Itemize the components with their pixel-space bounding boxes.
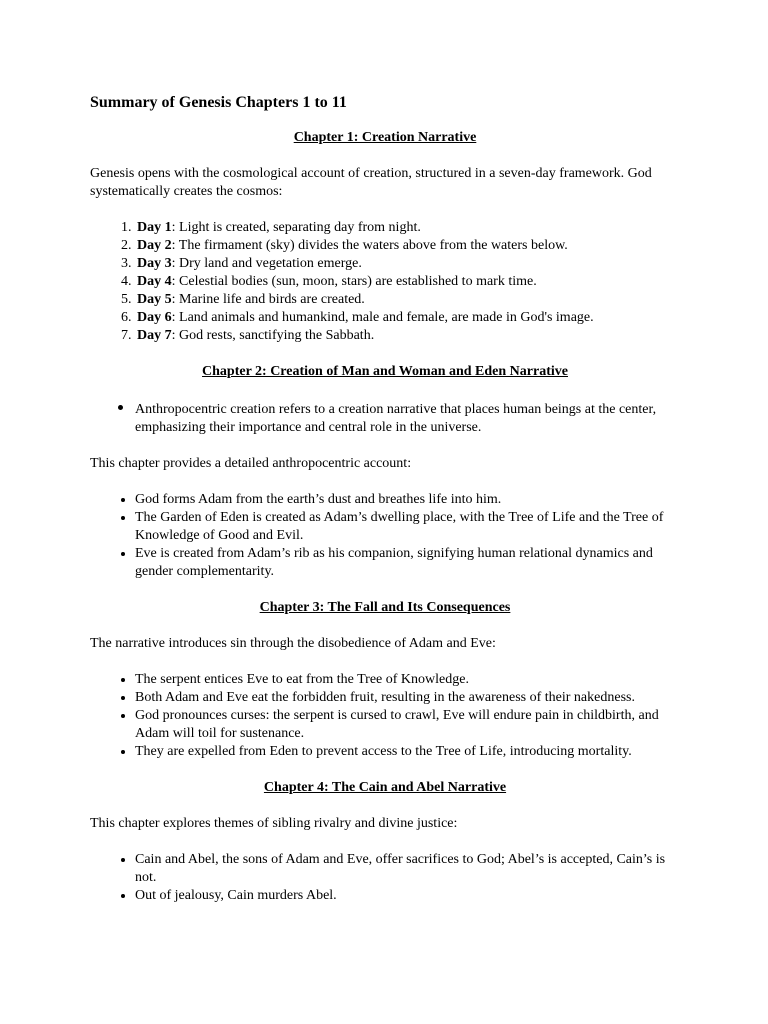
- day-text: : Light is created, separating day from night.: [171, 220, 421, 235]
- day-list-item: [135, 255, 680, 273]
- list-item: • Out of jealousy, Cain murders Abel.: [135, 887, 680, 905]
- day-label: Day 7: [137, 328, 172, 343]
- day-text: : Dry land and vegetation emerge.: [171, 256, 362, 271]
- day-text: : God rests, sanctifying the Sabbath.: [171, 328, 375, 343]
- chapter-1-heading: Chapter 1: Creation Narrative: [293, 130, 477, 145]
- chapter-2-definition-list: [90, 399, 680, 437]
- chapter-1-intro: Genesis opens with the cosmological account of creation, structured in a seven-day framework. God systematically creates the cosmos:: [90, 166, 652, 199]
- day-text: : Land animals and humankind, male and female, are made in God's image.: [171, 310, 594, 325]
- list-item: • Cain and Abel, the sons of Adam and Eve, offer sacrifices to God; Abel’s is accepted, Cain’s is not.: [135, 851, 680, 887]
- day-text: : The firmament (sky) divides the waters above from the waters below.: [171, 238, 568, 253]
- list-item: • The Garden of Eden is created as Adam’s dwelling place, with the Tree of Life and the Tree of Knowledge of Good and Evil.: [135, 509, 680, 545]
- list-item: • Both Adam and Eve eat the forbidden fruit, resulting in the awareness of their nakedness.: [135, 689, 680, 707]
- chapter-2-bullet-list: [90, 491, 680, 581]
- chapter-2-intro: This chapter provides a detailed anthropocentric account:: [90, 456, 412, 471]
- chapter-3-bullet-list: [90, 671, 680, 761]
- chapter-4-bullet-list: [90, 851, 680, 905]
- list-item: • They are expelled from Eden to prevent access to the Tree of Life, introducing mortality.: [135, 743, 680, 761]
- day-list-item: [135, 273, 680, 291]
- document-page: [90, 92, 680, 923]
- chapter-3-heading: Chapter 3: The Fall and Its Consequences: [259, 600, 511, 615]
- day-label: Day 1: [137, 220, 172, 235]
- chapter-4-heading: Chapter 4: The Cain and Abel Narrative: [263, 780, 507, 795]
- definition-list-item: • Anthropocentric creation refers to a creation narrative that places human beings at the center, emphasizing their importance and central role in the universe.: [135, 399, 680, 437]
- list-item: • God pronounces curses: the serpent is cursed to crawl, Eve will endure pain in childbirth, and Adam will toil for sustenance.: [135, 707, 680, 743]
- day-text: : Celestial bodies (sun, moon, stars) are established to mark time.: [171, 274, 537, 289]
- day-label: Day 3: [137, 256, 172, 271]
- day-label: Day 2: [137, 238, 172, 253]
- chapter-3-intro: The narrative introduces sin through the disobedience of Adam and Eve:: [90, 636, 496, 651]
- creation-days-list: [90, 219, 680, 345]
- day-list-item: [135, 309, 680, 327]
- chapter-2-heading: Chapter 2: Creation of Man and Woman and Eden Narrative: [202, 364, 568, 379]
- day-label: Day 4: [137, 274, 172, 289]
- day-list-item: [135, 291, 680, 309]
- chapter-4-intro: This chapter explores themes of sibling rivalry and divine justice:: [90, 816, 458, 831]
- list-item: • Eve is created from Adam’s rib as his companion, signifying human relational dynamics and gender complementarity.: [135, 545, 680, 581]
- day-text: : Marine life and birds are created.: [171, 292, 365, 307]
- list-item: • God forms Adam from the earth’s dust and breathes life into him.: [135, 491, 680, 509]
- day-label: Day 5: [137, 292, 172, 307]
- day-list-item: [135, 237, 680, 255]
- day-label: Day 6: [137, 310, 172, 325]
- list-item: • The serpent entices Eve to eat from the Tree of Knowledge.: [135, 671, 680, 689]
- document-title: Summary of Genesis Chapters 1 to 11: [90, 94, 347, 111]
- day-list-item: [135, 219, 680, 237]
- day-list-item: [135, 327, 680, 345]
